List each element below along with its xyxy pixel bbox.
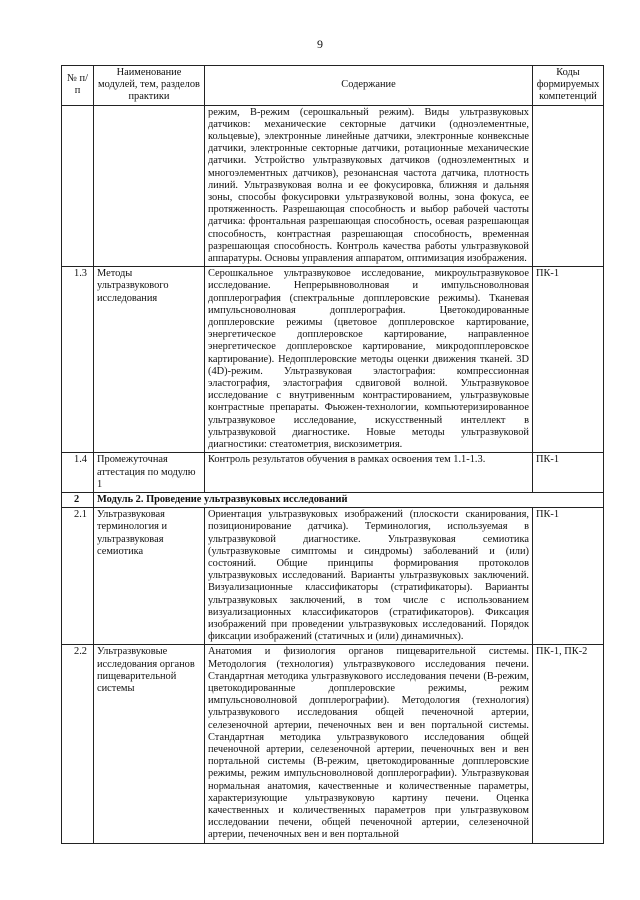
row-content: Анатомия и физиология органов пищеварительной системы. Методология (технология) ультразвукового исследования печени. Стандартная методика ультразвукового исследования печени (В-режим, цветокодированные допплеровские режимы, режим импульсноволновой допплерографии). Методология (технология) ультразвукового исследования общей печеночной артерии, селезеночной артерии, печеночных вен и вен портальной системы. Стандартная методика ультразвукового исследования общей печеночной артерии, селезеночной артерии, печеночных вен и вен портальной системы (В-режим, цветокодированные допплеровские режимы, режим импульсноволновой допплерографии). Ультразвуковая нормальная анатомия, качественные и количественные параметры, характеризующие ультразвуковую картину печени. Оценка качественных и количественных параметров при ультразвуковом исследовании печени, общей печеночной артерии, селезеночной артерии, печеночных вен и вен портальной xyxy=(205,645,533,843)
table-row xyxy=(62,645,604,843)
row-num: 2.2 xyxy=(62,645,94,843)
page-number: 9 xyxy=(317,37,323,51)
row-content: Контроль результатов обучения в рамках освоения тем 1.1-1.3. xyxy=(205,453,533,493)
table-header-row xyxy=(62,66,604,106)
row-content: Серошкальное ультразвуковое исследование, микроультразвуковое исследование. Непрерывноволновая и импульсноволновая допплерография (спектральные допплеровские режимы). Тканевая импульсноволновая допплерография. Цветокодированные допплеровские режимы (цветовое допплеровское картирование, энергетическое допплеровское картирование, направленное энергетическое допплеровское картирование, микродопплеровское картирование). Недопплеровские методы оценки движения тканей. 3D (4D)-режим. Ультразвуковая эластография: компрессионная эластография, эластография сдвиговой волной. Ультразвуковое исследование с внутривенным контрастированием, ультразвуковые контрастные препараты. Фьюжен-технологии, компьютеризированное ультразвуковое исследование, искусственный интеллект в ультразвуковой диагностике. Новые методы ультразвуковой диагностики: стеатометрия, вискозиметрия. xyxy=(205,267,533,453)
header-content: Содержание xyxy=(205,66,533,106)
table-row xyxy=(62,508,604,645)
row-name: Ультразвуковые исследования органов пищеварительной системы xyxy=(94,645,205,843)
row-codes: ПК-1 xyxy=(533,508,604,645)
program-table xyxy=(61,65,604,844)
row-content: Ориентация ультразвуковых изображений (плоскости сканирования, позиционирование датчика). Терминология, используемая в ультразвуковой диагностике. Ультразвуковая семиотика (ультразвуковые симптомы и синдромы) заболеваний и (или) состояний. Общие принципы формирования протоколов ультразвуковых исследований. Варианты ультразвуковых заключений. Визуализационные классификаторы (стратификаторы). Варианты ультразвуковых заключений, в том числе с использованием визуализационных классификаторов (стратификаторов). Фиксация изображений при проведении ультразвуковых исследований. Порядок фиксации изображений (статичных и (или) динамичных). xyxy=(205,508,533,645)
row-codes: ПК-1 xyxy=(533,453,604,493)
row-name xyxy=(94,105,205,267)
header-codes: Коды формируемых компетенций xyxy=(533,66,604,106)
row-num: 1.3 xyxy=(62,267,94,453)
row-name: Ультразвуковая терминология и ультразвуковая семиотика xyxy=(94,508,205,645)
row-num xyxy=(62,105,94,267)
module-num: 2 xyxy=(62,492,94,507)
table-row xyxy=(62,453,604,493)
row-num: 1.4 xyxy=(62,453,94,493)
header-name: Наименование модулей, тем, разделов практики xyxy=(94,66,205,106)
module-row xyxy=(62,492,604,507)
row-name: Методы ультразвукового исследования xyxy=(94,267,205,453)
row-name: Промежуточная аттестация по модулю 1 xyxy=(94,453,205,493)
row-codes: ПК-1, ПК-2 xyxy=(533,645,604,843)
table-row xyxy=(62,105,604,267)
table-row xyxy=(62,267,604,453)
row-content: режим, В-режим (серошкальный режим). Виды ультразвуковых датчиков: механические секторные датчики (одноэлементные, кольцевые), электронные линейные датчики, электронные конвексные датчики, электронные секторные датчики, ротационные механические датчики. Устройство ультразвуковых датчиков (одноэлементных и многоэлементных датчиков), резонансная частота датчика, плотность линий. Ультразвуковая волна и ее фокусировка, ближняя и дальняя зоны, способы фокусировки ультразвуковой волны, зона фокуса, ее протяженность. Разрешающая способность и выбор рабочей частоты датчика: фронтальная разрешающая способность, осевая разрешающая способность, контрастная разрешающая способность, временная разрешающая способность. Контроль качества работы ультразвуковой аппаратуры. Основы управления аппаратом, оптимизация изображения. xyxy=(205,105,533,267)
row-num: 2.1 xyxy=(62,508,94,645)
row-codes xyxy=(533,105,604,267)
row-codes: ПК-1 xyxy=(533,267,604,453)
header-num: № п/п xyxy=(62,66,94,106)
module-title: Модуль 2. Проведение ультразвуковых исследований xyxy=(94,492,604,507)
